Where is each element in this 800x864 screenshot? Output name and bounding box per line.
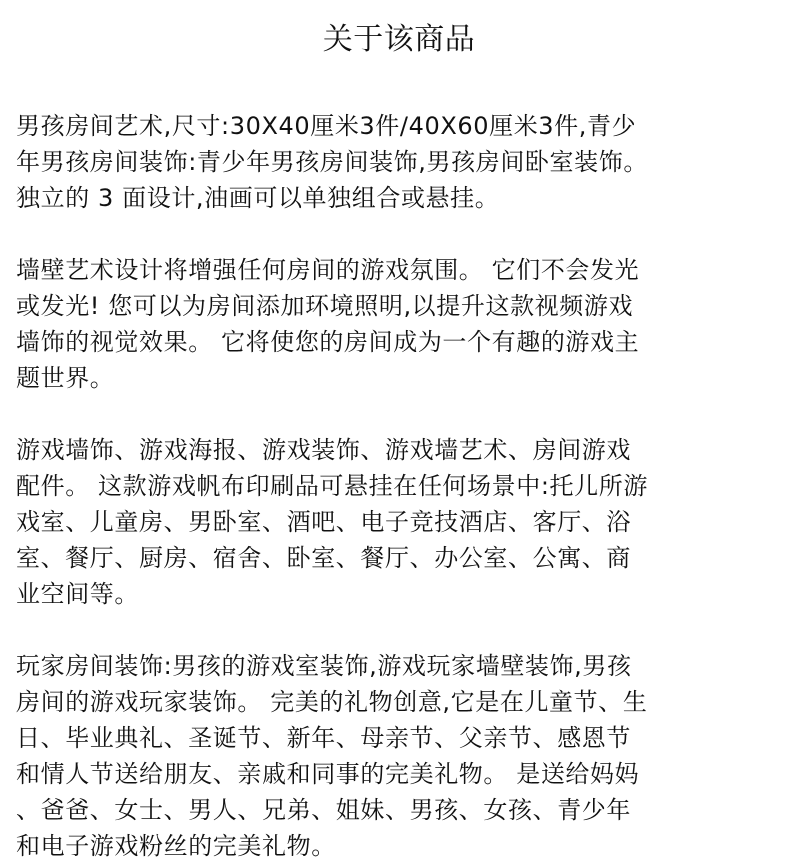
text-line: 和电子游戏粉丝的完美礼物。: [16, 832, 336, 860]
text-line: 或发光! 您可以为房间添加环境照明,以提升这款视频游戏: [16, 292, 634, 320]
paragraph-usage-info: [16, 432, 782, 612]
paragraph-size-info: [16, 108, 782, 216]
text-line: 墙壁艺术设计将增强任何房间的游戏氛围。 它们不会发光: [16, 256, 640, 284]
paragraph-spacer: [16, 216, 782, 252]
paragraph-spacer: [16, 396, 782, 432]
text-line: 室、餐厅、厨房、宿舍、卧室、餐厅、办公室、公寓、商: [16, 544, 631, 572]
text-line: 独立的 3 面设计,油画可以单独组合或悬挂。: [16, 184, 500, 212]
text-line: 配件。 这款游戏帆布印刷品可悬挂在任何场景中:托儿所游: [16, 472, 648, 500]
text-line: 男孩房间艺术,尺寸:30X40厘米3件/40X60厘米3件,青少: [16, 112, 637, 140]
text-line: 房间的游戏玩家装饰。 完美的礼物创意,它是在儿童节、生: [16, 688, 648, 716]
text-line: 年男孩房间装饰:青少年男孩房间装饰,男孩房间卧室装饰。: [16, 148, 648, 176]
text-line: 日、毕业典礼、圣诞节、新年、母亲节、父亲节、感恩节: [16, 724, 631, 752]
page-title: 关于该商品: [322, 22, 476, 57]
text-line: 墙饰的视觉效果。 它将使您的房间成为一个有趣的游戏主: [16, 328, 640, 356]
paragraph-gift-info: [16, 648, 782, 864]
paragraph-design-info: [16, 252, 782, 396]
text-line: 玩家房间装饰:男孩的游戏室装饰,游戏玩家墙壁装饰,男孩: [16, 652, 632, 680]
text-line: 题世界。: [16, 364, 115, 392]
paragraph-spacer: [16, 612, 782, 648]
text-line: 戏室、儿童房、男卧室、酒吧、电子竞技酒店、客厅、浴: [16, 508, 631, 536]
text-line: 、爸爸、女士、男人、兄弟、姐妹、男孩、女孩、青少年: [16, 796, 631, 824]
text-line: 游戏墙饰、游戏海报、游戏装饰、游戏墙艺术、房间游戏: [16, 436, 631, 464]
text-line: 业空间等。: [16, 580, 139, 608]
text-line: 和情人节送给朋友、亲戚和同事的完美礼物。 是送给妈妈: [16, 760, 640, 788]
